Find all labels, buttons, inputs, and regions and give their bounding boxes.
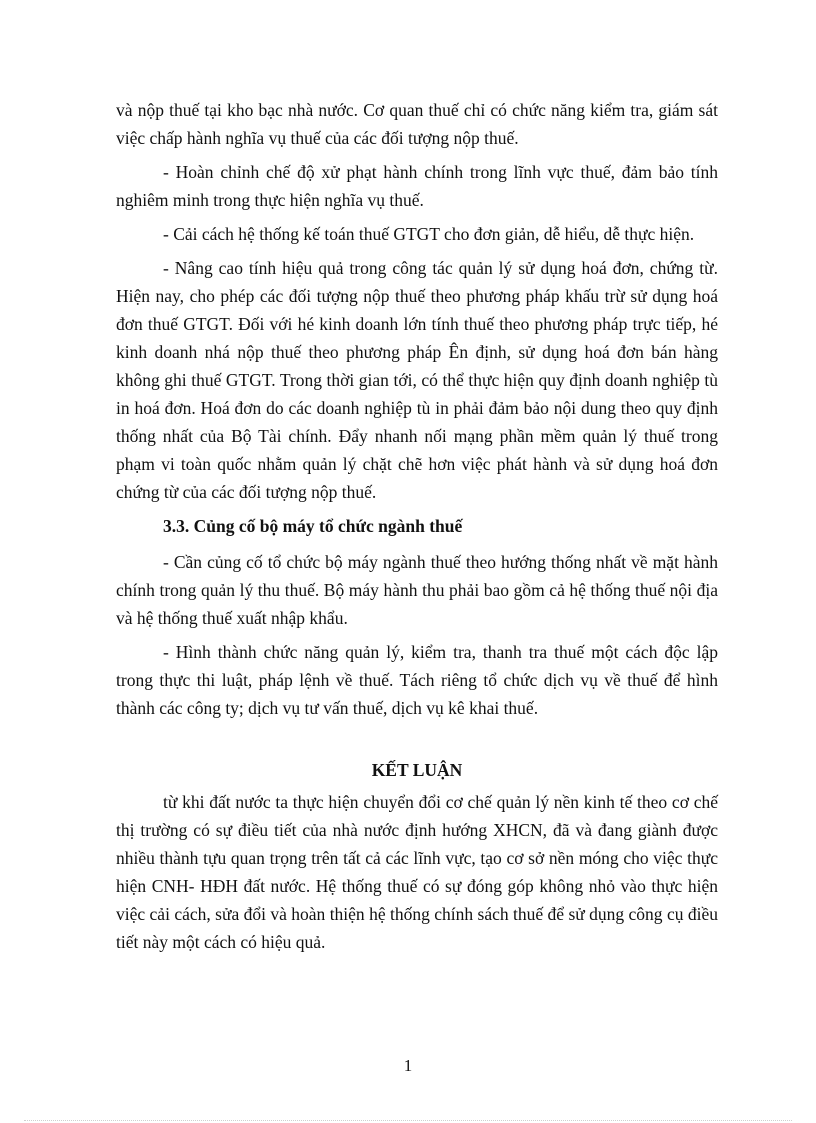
document-body bbox=[116, 96, 718, 962]
paragraph-vat-accounting: - Cải cách hệ thống kế toán thuế GTGT cho đơn giản, dễ hiểu, dễ thực hiện. bbox=[163, 224, 695, 244]
paragraph-invoice-management: - Nâng cao tính hiệu quả trong công tác quản lý sử dụng hoá đơn, chứng từ. Hiện nay, cho phép các đối tượng nộp thuế theo phương pháp khấu trừ sử dụng hoá đơn thuế GTGT. Đối với hé kinh doanh lớn tính thuế theo phương pháp trực tiếp, hé kinh doanh nhá nộp thuế theo phương pháp Ên định, sử dụng hoá đơn bán hàng không ghi thuế GTGT. Trong thời gian tới, có thể thực hiện quy định doanh nghiệp tù in hoá đơn. Hoá đơn do các doanh nghiệp tù in phải đảm bảo nội dung theo quy định thống nhất của Bộ Tài chính. Đẩy nhanh nối mạng phần mềm quản lý thuế trong phạm vi toàn quốc nhằm quản lý chặt chẽ hơn việc phát hành và sử dụng hoá đơn chứng từ của các đối tượng nộp thuế. bbox=[116, 258, 718, 502]
page-number: 1 bbox=[403, 1056, 413, 1075]
conclusion-title: KẾT LUẬN bbox=[371, 760, 463, 780]
paragraph-penalty-regime: - Hoàn chỉnh chế độ xử phạt hành chính trong lĩnh vực thuế, đảm bảo tính nghiêm minh trong thực hiện nghĩa vụ thuế. bbox=[116, 162, 718, 210]
paragraph-organization: - Cần củng cố tổ chức bộ máy ngành thuế theo hướng thống nhất về mặt hành chính trong quản lý thu thuế. Bộ máy hành thu phải bao gồm cả hệ thống thuế nội địa và hệ thống thuế xuất nhập khẩu. bbox=[116, 552, 718, 628]
section-heading: 3.3. Củng cố bộ máy tổ chức ngành thuế bbox=[163, 516, 463, 536]
paragraph-tax-collection: và nộp thuế tại kho bạc nhà nước. Cơ quan thuế chỉ có chức năng kiểm tra, giám sát việc chấp hành nghĩa vụ thuế của các đối tượng nộp thuế. bbox=[116, 100, 718, 148]
conclusion-paragraph: từ khi đất nước ta thực hiện chuyển đổi cơ chế quản lý nền kinh tế theo cơ chế thị trường có sự điều tiết của nhà nước định hướng XHCN, đã và đang giành được nhiều thành tựu quan trọng trên tất cả các lĩnh vực, tạo cơ sở nền móng cho việc thực hiện CNH- HĐH đất nước. Hệ thống thuế có sự đóng góp không nhỏ vào thực hiện việc cải cách, sửa đổi và hoàn thiện hệ thống chính sách thuế để sử dụng công cụ điều tiết này một cách có hiệu quả. bbox=[116, 792, 718, 952]
page-bottom-divider bbox=[24, 1120, 792, 1121]
paragraph-inspection: - Hình thành chức năng quản lý, kiểm tra, thanh tra thuế một cách độc lập trong thực thi luật, pháp lệnh về thuế. Tách riêng tổ chức dịch vụ về thuế để hình thành các công ty; dịch vụ tư vấn thuế, dịch vụ kê khai thuế. bbox=[116, 642, 718, 718]
